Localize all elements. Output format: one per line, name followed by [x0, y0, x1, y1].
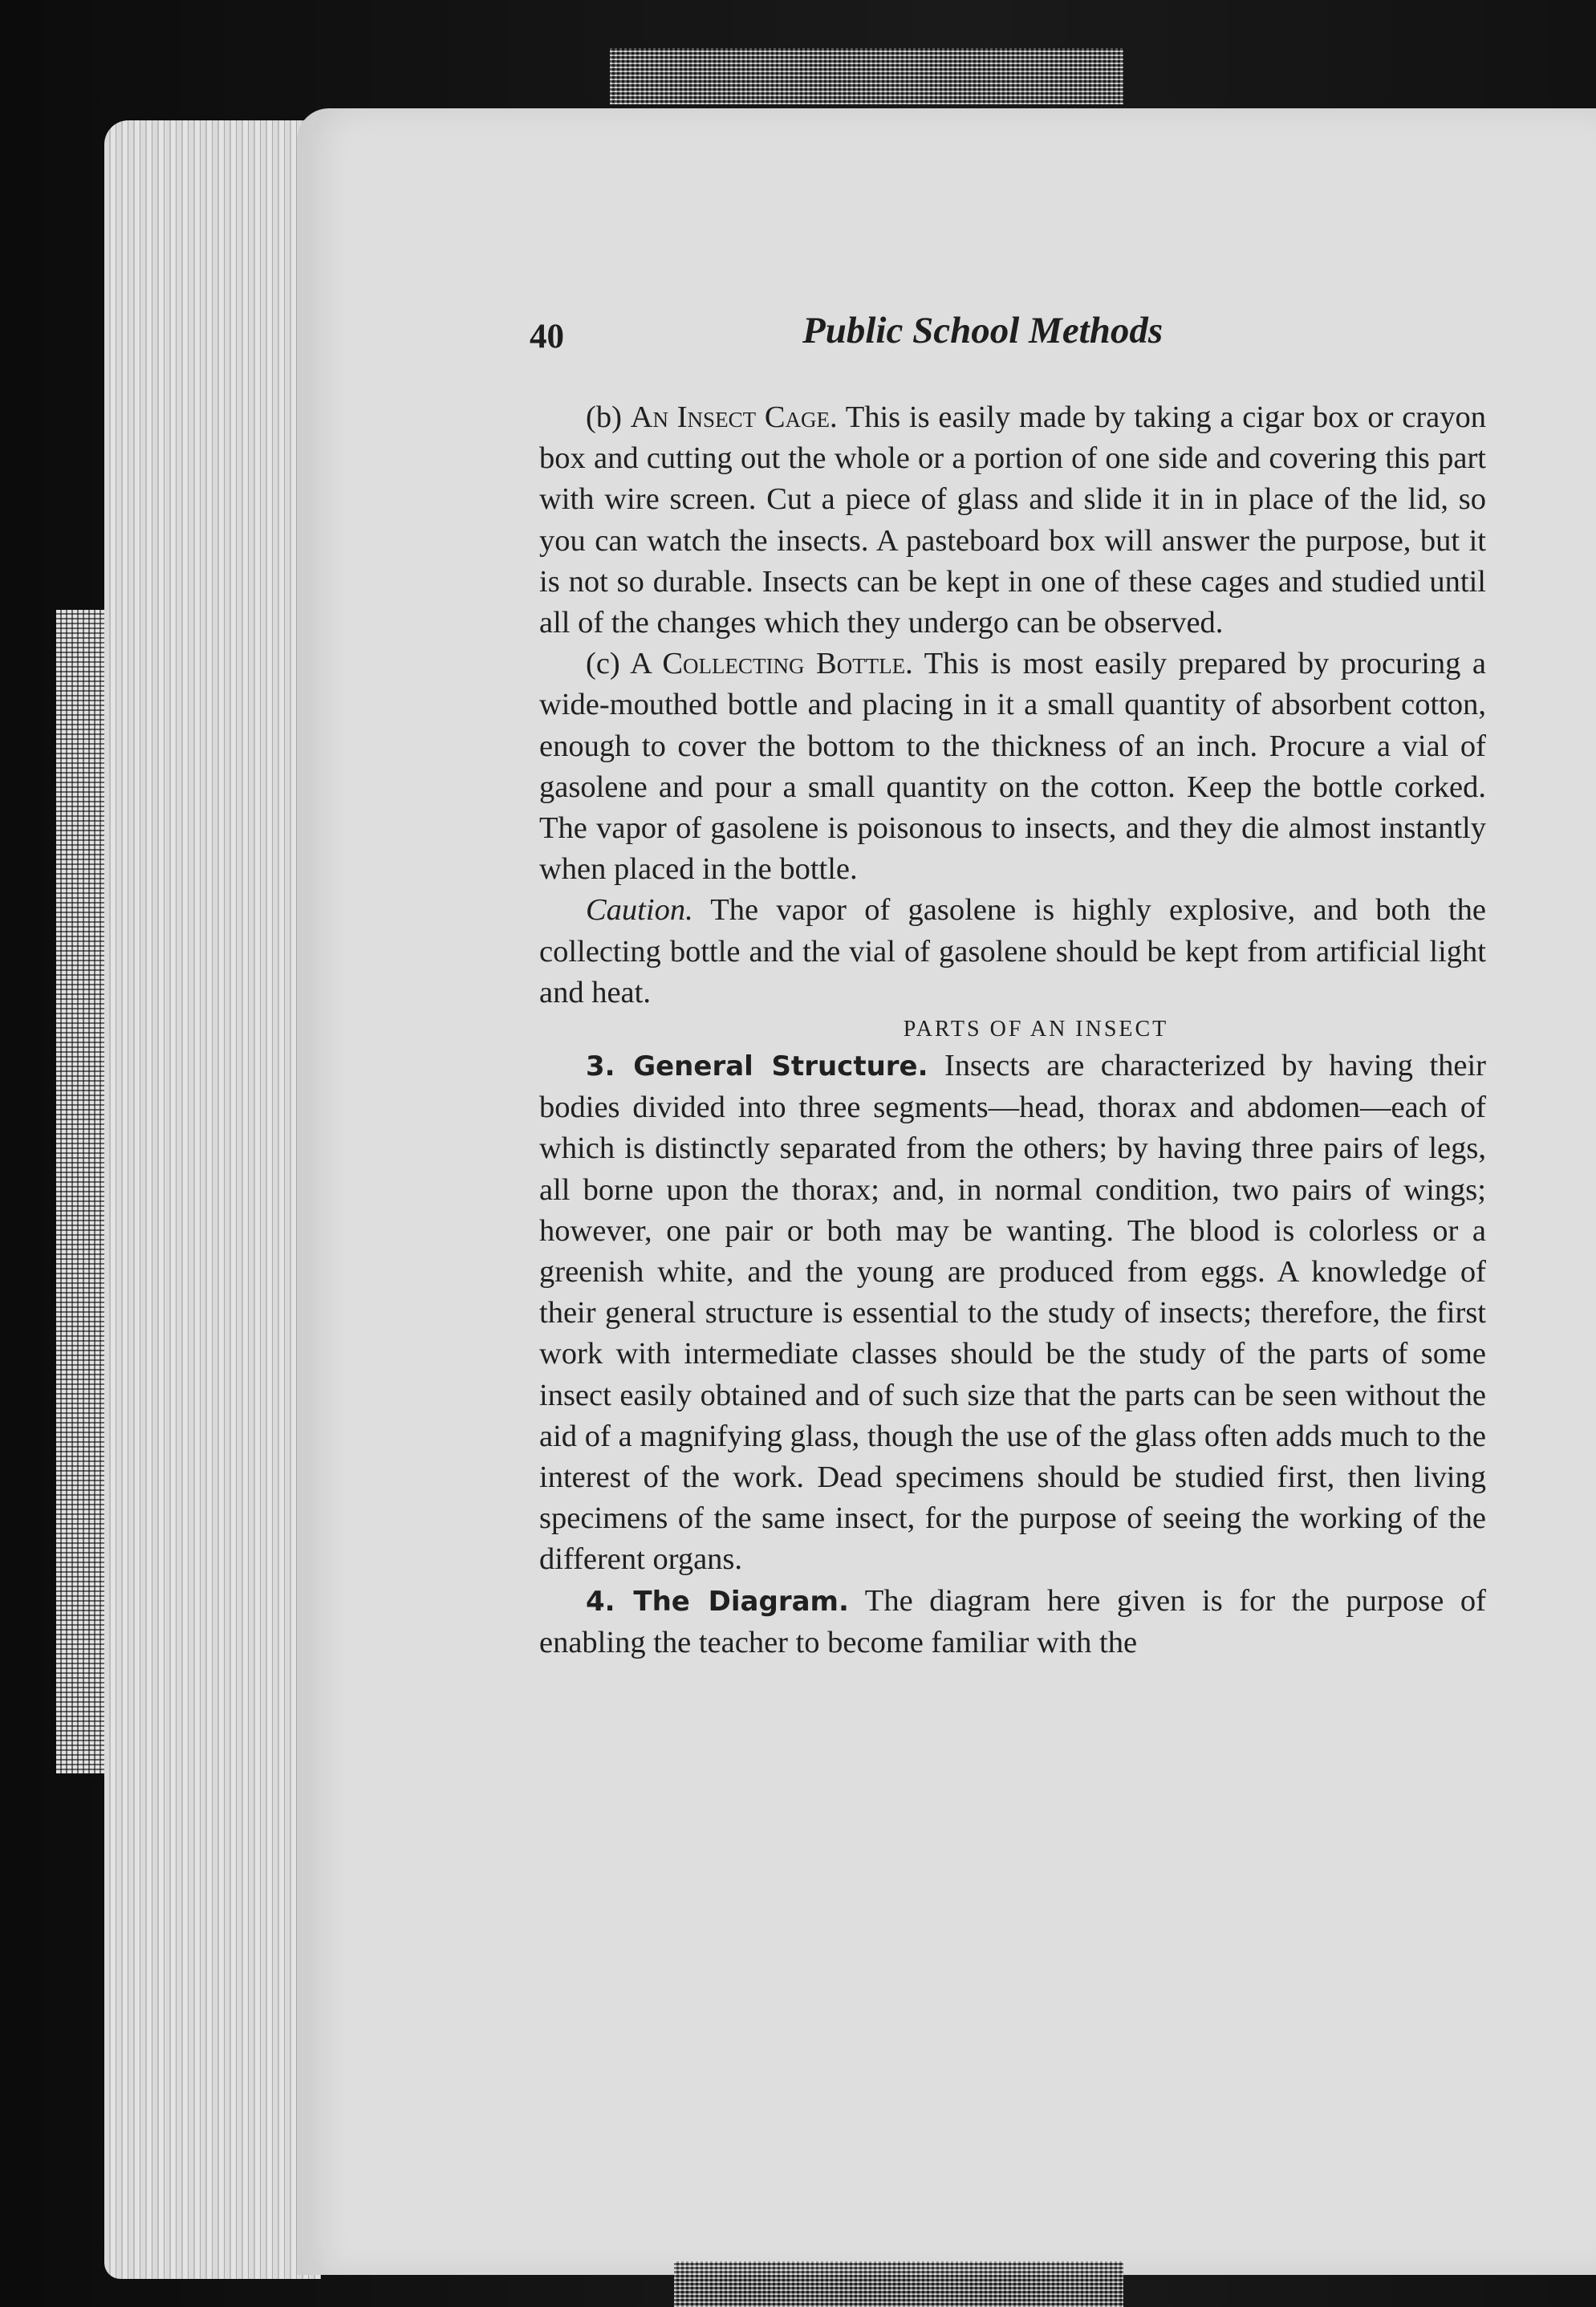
paragraph-diagram — [539, 1581, 1486, 1663]
page-stack-edges — [104, 120, 321, 2279]
caution-label: Caution. — [586, 893, 693, 928]
paragraph-heading: An Insect Cage. — [630, 400, 838, 434]
paragraph-heading: Collecting Bottle. — [662, 647, 913, 681]
page-body — [539, 397, 1486, 1663]
paragraph-caution — [539, 890, 1486, 1013]
scanner-mesh-top — [610, 48, 1123, 104]
paragraph-label: 3. General Structure. — [586, 1050, 928, 1083]
paragraph-text: Insects are characterized by having their bodies divided into three segments—head, thorax and abdomen—each of which is distinctly separated from the others; by having three pairs of legs, all borne upon the thorax; and, in normal condition, two pairs of wings; however, one pair or both may be wanting. The blood is colorless or a greenish white, and the young are produced from eggs. A knowledge of their general structure is essential to the study of insects; therefore, the first work with intermediate classes should be the study of the parts of some insect easily obtained and of such size that the parts can be seen without the aid of a magnifying glass, though the use of the glass often adds much to the interest of the work. Dead specimens should be studied first, then living specimens of the same insect, for the purpose of seeing the working of the different organs. — [539, 1049, 1486, 1577]
paragraph-text: This is most easily prepared by procuring a wide-mouthed bottle and placing in it a small quantity of absorbent cotton, enough to cover the bottom to the thickness of an inch. Procure a vial of gasolene and pour a small quantity on the cotton. Keep the bottle corked. The vapor of gasolene is poisonous to insects, and they die almost instantly when placed in the bottle. — [539, 647, 1487, 887]
paragraph-general-structure — [539, 1046, 1486, 1581]
page-number: 40 — [530, 318, 564, 355]
paragraph-prefix: (c) A — [586, 647, 663, 681]
paragraph-prefix: (b) — [586, 400, 631, 434]
paragraph-insect-cage — [539, 397, 1486, 644]
paragraph-text: The diagram here given is for the purpose of enabling the teacher to become familiar with the — [539, 1583, 1486, 1659]
paragraph-collecting-bottle — [539, 644, 1486, 890]
paragraph-text: The vapor of gasolene is highly explosive, and both the collecting bottle and the vial of gasolene should be kept from artificial light and heat. — [539, 893, 1486, 1009]
paragraph-text: This is easily made by taking a cigar box or crayon box and cutting out the whole or a portion of one side and covering this part with wire screen. Cut a piece of glass and slide it in in place of the lid, so you can watch the insects. A pasteboard box will answer the purpose, but it is not so durable. Insects can be kept in one of these cages and studied until all of the changes which they undergo can be observed. — [539, 400, 1486, 640]
section-heading: PARTS OF AN INSECT — [903, 1017, 1169, 1042]
running-title: Public School Methods — [802, 310, 1163, 351]
page-header — [530, 309, 1492, 365]
paragraph-label: 4. The Diagram. — [586, 1585, 849, 1618]
scanner-mesh-bottom — [674, 2261, 1123, 2307]
